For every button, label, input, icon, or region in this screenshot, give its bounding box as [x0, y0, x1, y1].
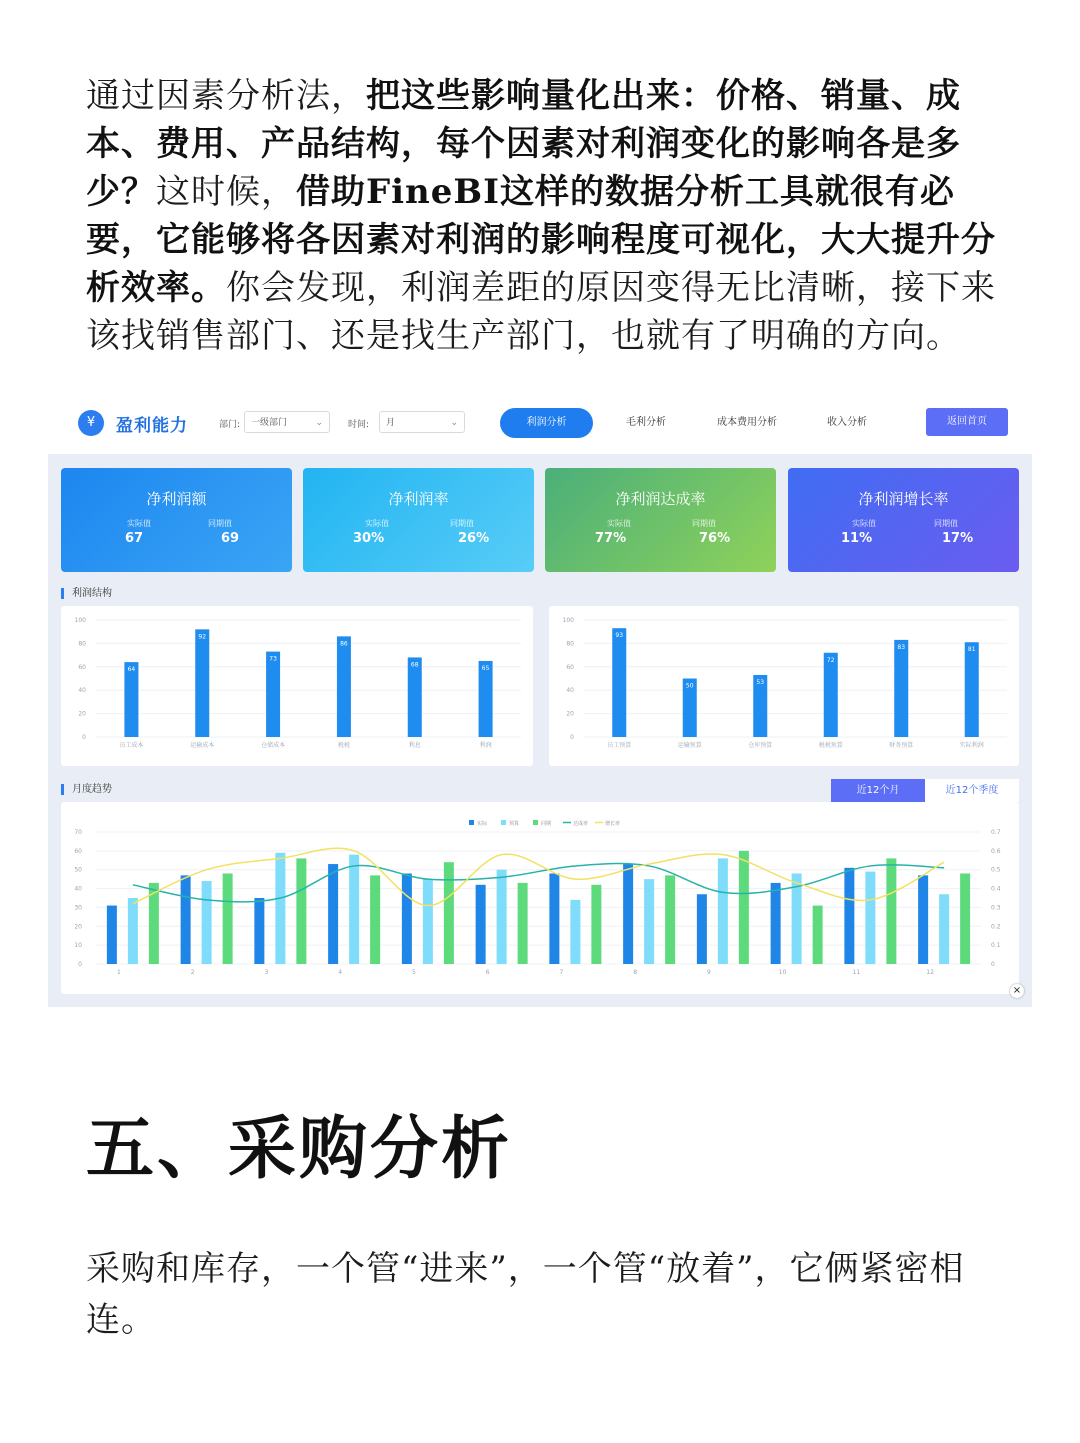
x-tick-label: 5 — [411, 969, 416, 976]
legend-swatch — [533, 820, 538, 825]
segment-12-months[interactable]: 近12个月 — [831, 779, 925, 802]
kpi-actual-value: 30% — [353, 531, 385, 546]
intro-text-2: 这时候， — [156, 172, 296, 212]
x-tick-label: 1 — [116, 969, 121, 976]
back-home-button[interactable]: 返回首页 — [926, 408, 1008, 436]
bar — [865, 872, 875, 964]
y-right-tick-label: 0.4 — [991, 885, 1001, 893]
kpi-card — [545, 468, 776, 572]
kpi-title: 净利润额 — [146, 490, 207, 508]
bar — [965, 642, 979, 737]
time-select[interactable] — [379, 411, 465, 433]
bar-value-label: 50 — [685, 682, 694, 690]
bar — [223, 873, 233, 964]
bar-value-label: 65 — [481, 664, 490, 672]
y-tick-label: 100 — [562, 617, 574, 624]
kpi-actual-value: 67 — [125, 531, 144, 546]
segment-12-quarters[interactable]: 近12个季度 — [925, 779, 1019, 802]
intro-text-1: 通过因素分析法， — [86, 76, 366, 116]
bar-value-label: 53 — [756, 678, 765, 686]
x-tick-label: 利息 — [408, 742, 421, 749]
monthly-trend-chart — [61, 802, 1019, 994]
bar-value-label: 83 — [897, 643, 906, 651]
section-heading: 五、采购分析 — [86, 1109, 513, 1189]
y-right-tick-label: 0 — [991, 961, 995, 968]
y-left-tick-label: 10 — [74, 942, 82, 950]
bar — [128, 898, 138, 964]
department-select-value: 一级部门 — [251, 418, 288, 428]
bar — [402, 873, 412, 964]
bar — [718, 858, 728, 964]
bar — [886, 858, 896, 964]
x-tick-label: 3 — [264, 969, 269, 976]
profit-structure-panel — [61, 606, 533, 766]
bar — [813, 906, 823, 964]
tab-gross-profit[interactable]: 毛利分析 — [626, 417, 666, 428]
bar — [570, 900, 580, 964]
legend-label: 预算 — [509, 821, 520, 827]
close-icon[interactable]: × — [1010, 984, 1024, 998]
bar — [960, 873, 970, 964]
y-left-tick-label: 0 — [78, 961, 82, 968]
bar — [549, 873, 559, 964]
y-tick-label: 100 — [74, 617, 86, 624]
y-right-tick-label: 0.6 — [991, 847, 1001, 855]
bar — [918, 875, 928, 964]
kpi-actual-value: 77% — [595, 531, 627, 546]
tab-cost-expense[interactable]: 成本费用分析 — [717, 417, 777, 428]
bar — [328, 864, 338, 964]
intro-text-3: 你会发现，利润差距的原因变得无比清晰，接下来该找销售部门、还是找生产部门，也就有了明确的方向。 — [86, 268, 996, 356]
tab-revenue[interactable]: 收入分析 — [827, 417, 867, 428]
bar — [202, 881, 212, 964]
bar — [497, 870, 507, 964]
profit-cost-bar-chart — [61, 606, 533, 766]
monthly-trend-panel — [61, 802, 1019, 994]
budget-structure-panel — [549, 606, 1019, 766]
dashboard-topbar — [48, 392, 1032, 454]
bar-value-label: 81 — [967, 646, 976, 654]
bar — [612, 628, 626, 737]
legend-label: 达成率 — [573, 821, 589, 827]
budget-bar-chart — [549, 606, 1019, 766]
kpi-prior-value: 26% — [458, 531, 490, 546]
x-tick-label: 6 — [485, 969, 490, 976]
bar — [181, 875, 191, 964]
bar — [894, 640, 908, 737]
kpi-title: 净利润率 — [388, 490, 449, 508]
bar — [518, 883, 528, 964]
kpi-actual-label: 实际值 — [852, 519, 876, 528]
y-tick-label: 20 — [566, 710, 574, 718]
bar — [644, 879, 654, 964]
kpi-prior-label: 同期值 — [208, 519, 232, 528]
x-tick-label: 4 — [338, 969, 343, 976]
x-tick-label: 2 — [190, 969, 195, 976]
x-tick-label: 9 — [706, 969, 711, 976]
kpi-prior-value: 76% — [699, 531, 731, 546]
kpi-actual-label: 实际值 — [127, 519, 151, 528]
kpi-prior-label: 同期值 — [934, 519, 958, 528]
bar — [844, 868, 854, 964]
y-left-tick-label: 30 — [74, 904, 82, 912]
y-right-tick-label: 0.5 — [991, 866, 1001, 874]
kpi-actual-label: 实际值 — [365, 519, 389, 528]
bar-value-label: 93 — [615, 632, 624, 640]
bar — [939, 894, 949, 964]
bar-value-label: 92 — [198, 633, 207, 641]
kpi-card — [61, 468, 292, 572]
x-tick-label: 仓库预算 — [748, 742, 773, 749]
y-tick-label: 60 — [566, 663, 574, 671]
kpi-prior-value: 17% — [942, 531, 974, 546]
series-line — [133, 848, 944, 905]
bar — [195, 629, 209, 737]
x-tick-label: 11 — [852, 969, 861, 976]
bar-value-label: 73 — [269, 655, 277, 663]
dashboard-title: 盈利能力 — [116, 416, 188, 436]
x-tick-label: 员工成本 — [119, 742, 144, 749]
x-tick-label: 实际利润 — [959, 742, 984, 749]
bar — [591, 885, 601, 964]
x-tick-label: 运输预算 — [677, 742, 702, 749]
bar — [408, 657, 422, 737]
time-select-value: 月 — [386, 418, 396, 428]
bar-value-label: 86 — [340, 640, 348, 648]
bar — [266, 652, 280, 737]
department-filter-label: 部门: — [219, 420, 241, 430]
bar — [370, 875, 380, 964]
y-right-tick-label: 0.3 — [991, 904, 1001, 912]
x-tick-label: 员工预算 — [607, 742, 632, 749]
y-tick-label: 0 — [82, 734, 86, 741]
section-title-profit-structure: 利润结构 — [61, 588, 112, 599]
dashboard-screenshot — [48, 392, 1032, 1007]
bar — [476, 885, 486, 964]
y-left-tick-label: 70 — [74, 829, 82, 836]
bar-value-label: 68 — [410, 661, 419, 669]
kpi-actual-label: 实际值 — [607, 519, 631, 528]
y-tick-label: 0 — [570, 734, 574, 741]
kpi-prior-label: 同期值 — [692, 519, 716, 528]
x-tick-label: 12 — [926, 969, 934, 976]
bar — [739, 851, 749, 964]
kpi-title: 净利润达成率 — [615, 490, 706, 508]
kpi-title: 净利润增长率 — [858, 490, 949, 508]
department-select[interactable] — [244, 411, 330, 433]
y-tick-label: 20 — [78, 710, 86, 718]
legend-swatch — [501, 820, 506, 825]
bar — [107, 906, 117, 964]
x-tick-label: 10 — [778, 969, 787, 976]
y-tick-label: 80 — [566, 640, 574, 648]
y-right-tick-label: 0.1 — [991, 942, 1001, 950]
intro-paragraph — [86, 72, 1001, 360]
legend-swatch — [469, 820, 474, 825]
y-right-tick-label: 0.2 — [991, 923, 1001, 931]
legend-label: 实际 — [477, 821, 488, 827]
chevron-down-icon: ⌄ — [450, 418, 458, 428]
bar — [254, 898, 264, 964]
x-tick-label: 7 — [559, 969, 564, 976]
y-tick-label: 80 — [78, 640, 86, 648]
intro-bold-2: 借助FineBI这样的数据分析工具就很有必要，它能够将各因素对利润的影响程度可视化，大大提升分析效率。 — [86, 172, 996, 308]
kpi-card — [303, 468, 534, 572]
x-tick-label: 8 — [633, 969, 638, 976]
bar — [124, 662, 138, 737]
bar-value-label: 72 — [826, 656, 835, 664]
bar — [349, 855, 359, 964]
x-tick-label: 税税 — [337, 742, 350, 749]
kpi-prior-value: 69 — [221, 531, 240, 546]
bar — [296, 858, 306, 964]
time-filter-label: 时间: — [348, 420, 370, 430]
bar — [337, 636, 351, 737]
intro-bold-1: 把这些影响量化出来：价格、销量、成本、费用、产品结构，每个因素对利润变化的影响各是多少？ — [86, 76, 961, 212]
bar — [665, 875, 675, 964]
y-left-tick-label: 40 — [74, 885, 82, 893]
logo-icon: ¥ — [78, 410, 104, 436]
y-left-tick-label: 20 — [74, 923, 82, 931]
kpi-card — [788, 468, 1019, 572]
x-tick-label: 利润 — [479, 742, 492, 749]
legend-label: 同期 — [541, 821, 552, 827]
bar — [423, 879, 433, 964]
y-tick-label: 40 — [78, 687, 86, 695]
y-tick-label: 40 — [566, 687, 574, 695]
chevron-down-icon: ⌄ — [315, 418, 323, 428]
bar — [275, 853, 285, 964]
kpi-actual-value: 11% — [841, 531, 873, 546]
outro-paragraph: 采购和库存，一个管“进来”，一个管“放着”，它俩紧密相连。 — [86, 1249, 965, 1340]
bar — [771, 883, 781, 964]
x-tick-label: 财务预算 — [889, 742, 914, 749]
legend-label: 增长率 — [605, 821, 621, 827]
x-tick-label: 仓储成本 — [261, 742, 286, 749]
x-tick-label: 运输成本 — [190, 742, 215, 749]
bar — [824, 653, 838, 737]
bar — [479, 661, 493, 737]
bar — [697, 894, 707, 964]
bar — [444, 862, 454, 964]
tab-profit-analysis[interactable]: 利润分析 — [500, 408, 593, 438]
bar — [623, 864, 633, 964]
y-tick-label: 60 — [78, 663, 86, 671]
section-title-monthly-trend: 月度趋势 — [61, 784, 112, 795]
y-right-tick-label: 0.7 — [991, 829, 1001, 836]
y-left-tick-label: 60 — [74, 847, 82, 855]
kpi-prior-label: 同期值 — [450, 519, 474, 528]
bar-value-label: 64 — [127, 666, 136, 674]
y-left-tick-label: 50 — [74, 866, 82, 874]
x-tick-label: 税税预算 — [818, 742, 843, 749]
